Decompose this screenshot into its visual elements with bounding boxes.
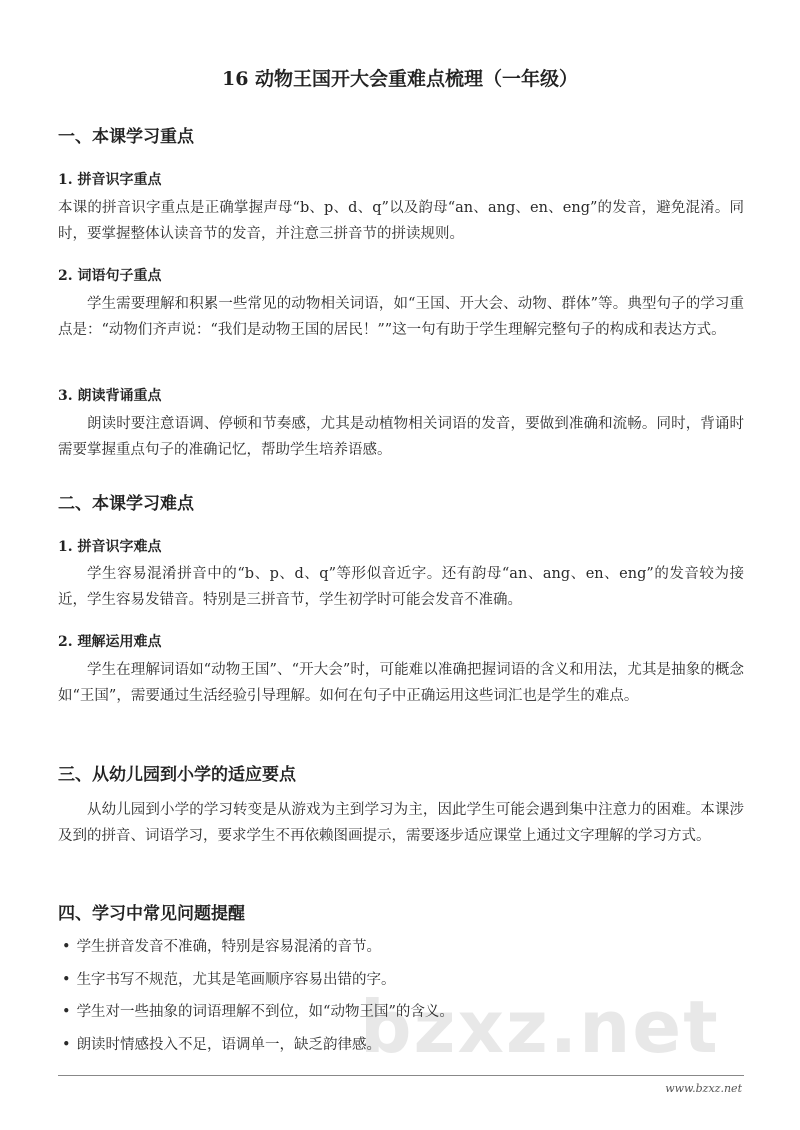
bullet-list xyxy=(62,934,454,1064)
paragraph: 学生在理解词语如“动物王国”、“开大会”时，可能难以准确把握词语的含义和用法，尤其是抽象的概念如“王国”，需要通过生活经验引导理解。如何在句子中正确运用这些词汇也是学生的难点。 xyxy=(58,662,744,704)
paragraph: 学生需要理解和积累一些常见的动物相关词语，如“王国、开大会、动物、群体”等。典型句子的学习重点是：“动物们齐声说：“我们是动物王国的居民！””这一句有助于学生理解完整句子的构成和表达方式。 xyxy=(58,296,744,338)
footer-divider xyxy=(58,1075,744,1076)
list-item: • 学生拼音发音不准确，特别是容易混淆的音节。 xyxy=(62,934,454,967)
paragraph: 本课的拼音识字重点是正确掌握声母“b、p、d、q”以及韵母“an、ang、en、eng”的发音，避免混淆。同时，要掌握整体认读音节的发音，并注意三拼音节的拼读规则。 xyxy=(58,200,744,242)
list-item: • 朗读时情感投入不足，语调单一，缺乏韵律感。 xyxy=(62,1032,454,1065)
paragraph: 朗读时要注意语调、停顿和节奏感，尤其是动植物相关词语的发音，要做到准确和流畅。同时，背诵时需要掌握重点句子的准确记忆，帮助学生培养语感。 xyxy=(58,416,744,458)
subsection-heading: 2. 词语句子重点 xyxy=(58,268,162,284)
list-item: • 学生对一些抽象的词语理解不到位，如“动物王国”的含义。 xyxy=(62,999,454,1032)
list-item: • 生字书写不规范，尤其是笔画顺序容易出错的字。 xyxy=(62,967,454,1000)
watermark: bzxz.net xyxy=(360,985,720,1069)
paragraph: 从幼儿园到小学的学习转变是从游戏为主到学习为主，因此学生可能会遇到集中注意力的困难。本课涉及到的拼音、词语学习，要求学生不再依赖图画提示，需要逐步适应课堂上通过文字理解的学习方式。 xyxy=(58,802,744,844)
footer-url: www.bzxz.net xyxy=(665,1082,742,1095)
section-heading: 二、本课学习难点 xyxy=(58,494,194,514)
section-heading: 一、本课学习重点 xyxy=(58,127,194,147)
subsection-heading: 3. 朗读背诵重点 xyxy=(58,388,162,404)
section-heading: 三、从幼儿园到小学的适应要点 xyxy=(58,765,296,785)
subsection-heading: 1. 拼音识字重点 xyxy=(58,172,162,188)
page-title: 16 动物王国开大会重难点梳理（一年级） xyxy=(221,68,579,90)
subsection-heading: 2. 理解运用难点 xyxy=(58,634,162,650)
paragraph: 学生容易混淆拼音中的“b、p、d、q”等形似音近字。还有韵母“an、ang、en、eng”的发音较为接近，学生容易发错音。特别是三拼音节，学生初学时可能会发音不准确。 xyxy=(58,566,744,608)
section-heading: 四、学习中常见问题提醒 xyxy=(58,904,245,924)
subsection-heading: 1. 拼音识字难点 xyxy=(58,539,162,555)
